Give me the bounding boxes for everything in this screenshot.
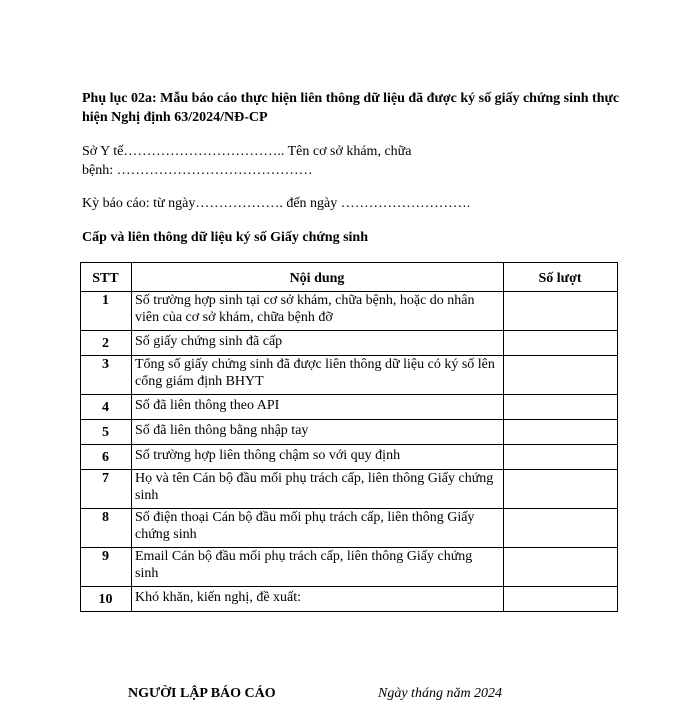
row-content: Số đã liên thông bằng nhập tay bbox=[132, 420, 504, 445]
row-value bbox=[504, 587, 618, 612]
row-value bbox=[504, 395, 618, 420]
row-content: Tổng số giấy chứng sinh đã được liên thông dữ liệu có ký số lên cổng giám định BHYT bbox=[132, 356, 504, 395]
table-row bbox=[81, 292, 618, 331]
row-stt: 2 bbox=[81, 331, 132, 356]
line-benh: bệnh: …………………………………… bbox=[82, 163, 313, 178]
row-value bbox=[504, 356, 618, 395]
header-noi-dung: Nội dung bbox=[132, 263, 504, 292]
row-content: Họ và tên Cán bộ đầu mối phụ trách cấp, liên thông Giấy chứng sinh bbox=[132, 470, 504, 509]
table-row bbox=[81, 509, 618, 548]
row-stt: 4 bbox=[81, 395, 132, 420]
table-row bbox=[81, 331, 618, 356]
row-value bbox=[504, 331, 618, 356]
date-line: Ngày tháng năm 2024 bbox=[378, 686, 503, 701]
line-ky-bao-cao: Kỳ báo cáo: từ ngày………………. đến ngày ………………………. bbox=[82, 196, 471, 211]
header-stt: STT bbox=[81, 263, 132, 292]
row-value bbox=[504, 292, 618, 331]
table-row bbox=[81, 356, 618, 395]
row-value bbox=[504, 420, 618, 445]
table-row bbox=[81, 548, 618, 587]
document-title: Phụ lục 02a: Mẫu báo cáo thực hiện liên thông dữ liệu đã được ký số giấy chứng sinh thực hiện Nghị định 63/2024/NĐ-CP bbox=[82, 91, 620, 125]
row-stt: 7 bbox=[81, 470, 132, 509]
row-stt: 5 bbox=[81, 420, 132, 445]
row-stt: 1 bbox=[81, 292, 132, 331]
header-so-luot: Số lượt bbox=[504, 263, 618, 292]
row-value bbox=[504, 445, 618, 470]
signer-label: NGƯỜI LẬP BÁO CÁO bbox=[128, 686, 276, 701]
row-stt: 6 bbox=[81, 445, 132, 470]
row-content: Số trường hợp liên thông chậm so với quy định bbox=[132, 445, 504, 470]
row-value bbox=[504, 509, 618, 548]
row-content: Email Cán bộ đầu mối phụ trách cấp, liên thông Giấy chứng sinh bbox=[132, 548, 504, 587]
report-table bbox=[80, 262, 618, 612]
row-stt: 3 bbox=[81, 356, 132, 395]
row-content: Số đã liên thông theo API bbox=[132, 395, 504, 420]
table-row bbox=[81, 470, 618, 509]
table-row bbox=[81, 395, 618, 420]
row-content: Khó khăn, kiến nghị, đề xuất: bbox=[132, 587, 504, 612]
table-row bbox=[81, 587, 618, 612]
table-header-row bbox=[81, 263, 618, 292]
row-content: Số trường hợp sinh tại cơ sở khám, chữa bệnh, hoặc do nhân viên của cơ sở khám, chữa bệnh đỡ bbox=[132, 292, 504, 331]
line-so-y-te: Sở Y tế…………………………….. Tên cơ sở khám, chữa bbox=[82, 144, 412, 159]
table-row bbox=[81, 420, 618, 445]
section-heading: Cấp và liên thông dữ liệu ký số Giấy chứng sinh bbox=[82, 230, 368, 245]
row-value bbox=[504, 470, 618, 509]
row-content: Số điện thoại Cán bộ đầu mối phụ trách cấp, liên thông Giấy chứng sinh bbox=[132, 509, 504, 548]
row-stt: 10 bbox=[81, 587, 132, 612]
row-stt: 9 bbox=[81, 548, 132, 587]
table-row bbox=[81, 445, 618, 470]
row-stt: 8 bbox=[81, 509, 132, 548]
row-value bbox=[504, 548, 618, 587]
row-content: Số giấy chứng sinh đã cấp bbox=[132, 331, 504, 356]
